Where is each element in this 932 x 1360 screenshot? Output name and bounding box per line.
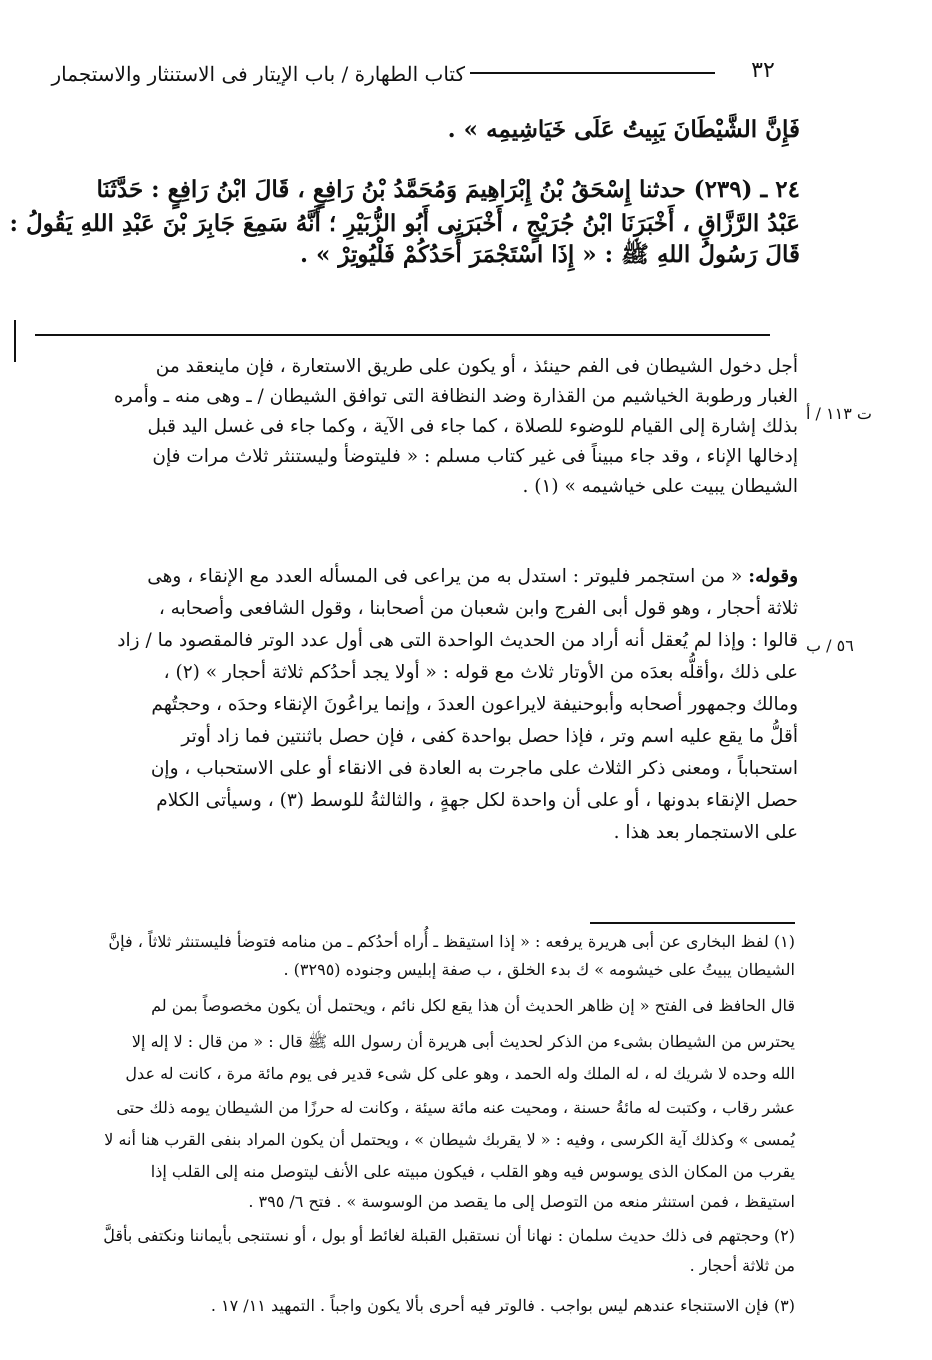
footnote-line: (١) لفظ البخارى عن أبى هريرة يرفعه : « إذا استيقظ ـ أُراه أحدُكم ـ من منامه فتوضأ فليستنثر ثلاثاً ، فإنَّ: [108, 932, 795, 951]
footnote-line: عشر رقاب ، وكتبت له مائةُ حسنة ، ومحيت عنه مائة سيئة ، وكانت له حرزًا من الشيطان يومه ذلك حتى: [116, 1098, 795, 1117]
commentary-line: أجل دخول الشيطان فى الفم حينئذ ، أو يكون على طريق الاستعارة ، فإن ماينعقد من: [155, 356, 798, 377]
page-number: ٣٢: [751, 58, 775, 83]
commentary-line: بذلك إشارة إلى القيام للوضوء للصلاة ، كما جاء فى الآية ، وكما جاء فى غسل اليد قبل: [147, 416, 798, 437]
commentary-lead: وقوله:: [748, 566, 798, 587]
commentary-line: قالوا : وإذا لم يُعقل أنه أراد من الحديث الواحدة التى هى أول عدد الوتر فالمقصود ما / زاد: [117, 630, 798, 651]
commentary-line: أقلُّ ما يقع عليه اسم وتر ، فإذا حصل بواحدة كفى ، فإن حصل باثنتين فما زاد أوتر: [181, 726, 798, 747]
footnote-line: الشيطان يبيتُ على خيشومه » ك بدء الخلق ، ب صفة إبليس وجنوده (٣٢٩٥) .: [283, 960, 795, 979]
commentary-line: على ذلك ،وأقلُّه بعدَه من الأوتار ثلاث مع قوله : « أولا يجد أحدُكم ثلاثة أحجار » (٢) ،: [163, 662, 798, 683]
hadith-line: عَبْدُ الرَّزَّاقِ ، أَخْبَرَنَا ابْنُ جُرَيْجٍ ، أَخْبَرَنِى أَبُو الزُّبَيْرِ ؛ أَنَّهُ سَمِعَ جَابِرَ بْنَ عَبْدِ اللهِ يَقُولُ :: [9, 210, 800, 237]
footnote-line: (٢) وحجتهم فى ذلك حديث سلمان : نهانا أن نستقبل القبلة لغائط أو بول ، أو نستنجى بأيماننا ونكتفى بأقلَّ: [103, 1226, 795, 1245]
header-rule: [470, 72, 715, 74]
running-header: كتاب الطهارة / باب الإيتار فى الاستنثار والاستجمار: [51, 62, 465, 86]
commentary-line: الغبار ورطوبة الخياشيم من القذارة وضد النظافة التى توافق الشيطان / ـ وهى منه ـ وأمره: [113, 386, 798, 407]
commentary-line: حصل الإنقاء بدونها ، أو على أن واحدة لكل جهةٍ ، والثالثةُ للوسط (٣) ، وسيأتى الكلام: [156, 790, 798, 811]
hadith-line: فَإِنَّ الشَّيْطَانَ يَبِيتُ عَلَى خَيَاشِيمِه » .: [447, 116, 800, 143]
commentary-line: على الاستجمار بعد هذا .: [613, 822, 798, 843]
margin-bar: [14, 320, 16, 362]
footnote-line: استيقظ ، فمن استنثر منعه من التوصل إلى ما يقصد من الوسوسة » . فتح ٦/ ٣٩٥ .: [248, 1192, 795, 1211]
footnote-line: يحترس من الشيطان بشىء من الذكر لحديث أبى هريرة أن رسول الله ﷺ قال : « من قال : لا إله إلا: [131, 1032, 795, 1051]
footnote-line: من ثلاثة أحجار .: [689, 1256, 795, 1275]
commentary-line: [30, 566, 798, 587]
manuscript-reference: ت ١١٣ / أ: [806, 404, 872, 423]
section-divider: [35, 334, 770, 336]
hadith-line: قَالَ رَسُولُ اللهِ ﷺ : « إِذَا اسْتَجْمَرَ أَحَدُكُمْ فَلْيُوتِرْ » .: [299, 241, 800, 268]
hadith-line: ٢٤ ـ (٢٣٩) حدثنا إِسْحَقُ بْنُ إِبْرَاهِيمَ وَمُحَمَّدُ بْنُ رَافِعٍ ، قَالَ ابْنُ رَافِعٍ : حَدَّثَنَا: [96, 176, 800, 203]
footnote-line: (٣) فإن الاستنجاء عندهم ليس بواجب . فالوتر فيه أحرى بألا يكون واجباً . التمهيد ١١/ ١٧ .: [210, 1296, 795, 1315]
commentary-line: ثلاثة أحجار ، وهو قول أبى الفرج وابن شعبان من أصحابنا ، وقول الشافعى وأصحابه ،: [158, 598, 798, 619]
commentary-line: ومالك وجمهور أصحابه وأبوحنيفة لايراعون العددَ ، وإنما يراعُونَ الإنقاء وحدَه ، وحجتُهم: [151, 694, 798, 715]
footnote-line: يُمسى » وكذلك آية الكرسى ، وفيه : « لا يقربك شيطان » ، ويحتمل أن يكون المراد بنفى القرب هنا أنه لا: [104, 1130, 795, 1149]
commentary-line: الشيطان يبيت على خياشيمه » (١) .: [522, 476, 798, 497]
footnote-line: قال الحافظ فى الفتح « إن ظاهر الحديث أن هذا يقع لكل نائم ، ويحتمل أن يكون مخصوصاً بمن لم: [151, 996, 795, 1015]
commentary-line: إدخالها الإناء ، وقد جاء مبيناً فى غير كتاب مسلم : « فليتوضأ وليستنثر ثلاث مرات فإن: [152, 446, 798, 467]
commentary-text: « من استجمر فليوتر : استدل به من يراعى فى المسأله العدد مع الإنقاء ، وهى: [147, 566, 743, 587]
footnote-divider: [590, 922, 795, 924]
footnote-line: الله وحده لا شريك له ، له الملك وله الحمد ، وهو على كل شىء قدير فى يوم مائة مرة ، كانت له عدل: [125, 1064, 795, 1083]
commentary-line: استحباباً ، ومعنى ذكر الثلاث على ماجرت به العادة فى الانقاء أو على الاستحباب ، وإن: [150, 758, 798, 779]
manuscript-reference: ٥٦ / ب: [806, 636, 854, 655]
footnote-line: يقرب من المكان الذى يوسوس فيه وهو القلب ، فيكون مبيته على الأنف ليتوصل منه إلى القلب إذا: [150, 1162, 795, 1181]
